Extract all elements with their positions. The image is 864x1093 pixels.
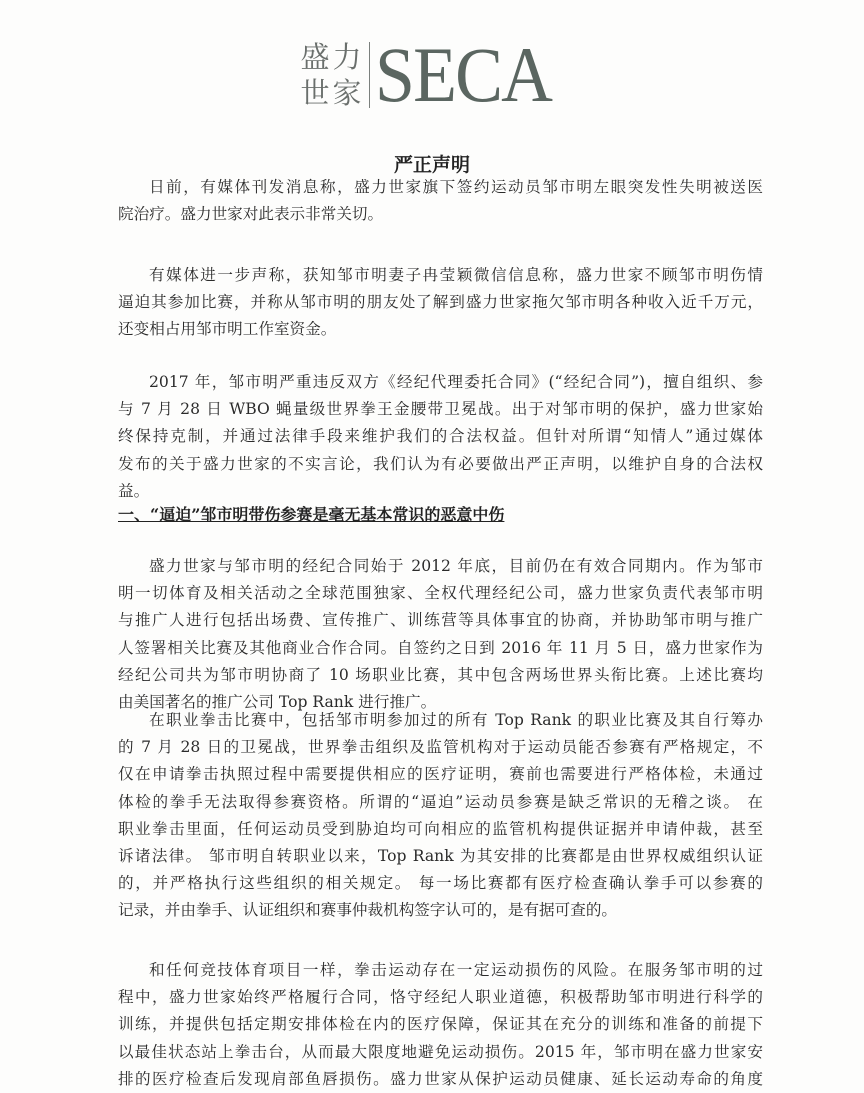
- text-line: 经纪公司共为邹市明协商了 10 场职业比赛，其中包含两场世界头衔比赛。上述比赛均: [118, 665, 763, 684]
- text-line: 与推广人进行包括出场费、宣传推广、训练营等具体事宜的协商，并协助邹市明与推广: [118, 611, 763, 630]
- paragraph-3: [118, 369, 763, 505]
- text-line: 日前，有媒体刊发消息称，盛力世家旗下签约运动员邹市明左眼突发性失明被送医: [149, 178, 763, 196]
- text-line: 院治疗。盛力世家对此表示非常关切。: [118, 205, 384, 224]
- document-title: 严正声明: [393, 154, 470, 176]
- logo-char: 盛: [300, 40, 330, 74]
- text-line: 的 7 月 28 日的卫冕战，世界拳击组织及监管机构对于运动员能否参赛有严格规定，不: [118, 738, 763, 757]
- text-line: 职业拳击里面，任何运动员受到胁迫均可向相应的监管机构提供证据并申请仲裁，甚至: [118, 819, 763, 838]
- text-line: 有媒体进一步声称，获知邹市明妻子冉莹颖微信信息称，盛力世家不顾邹市明伤情: [149, 266, 763, 284]
- text-line: 诉诸法律。 邹市明自转职业以来，Top Rank 为其安排的比赛都是由世界权威组织认证: [118, 847, 763, 866]
- text-line: 发布的关于盛力世家的不实言论，我们认为有必要做出严正声明，以维护自身的合法权: [118, 454, 763, 473]
- paragraph-1: [118, 174, 763, 228]
- text-line: 2017 年，邹市明严重违反双方《经纪代理委托合同》(“经纪合同”)，擅自组织、参: [149, 373, 763, 391]
- text-line: 程中，盛力世家始终严格履行合同，恪守经纪人职业道德，积极帮助邹市明进行科学的: [118, 988, 763, 1007]
- text-line: 盛力世家与邹市明的经纪合同始于 2012 年底，目前仍在有效合同期内。作为邹市: [149, 557, 763, 575]
- text-line: 逼迫其参加比赛，并称从邹市明的朋友处了解到盛力世家拖欠邹市明各种收入近千万元，: [118, 293, 763, 312]
- text-line: 记录，并由拳手、认证组织和赛事仲裁机构签字认可的，是有据可查的。: [118, 901, 618, 920]
- text-line: 与 7 月 28 日 WBO 蝇量级世界拳王金腰带卫冕战。出于对邹市明的保护，盛力世家始: [118, 400, 763, 419]
- text-line: 排的医疗检查后发现肩部鱼唇损伤。盛力世家从保护运动员健康、延长运动寿命的角度: [118, 1069, 763, 1088]
- text-line: 在职业拳击比赛中，包括邹市明参加过的所有 Top Rank 的职业比赛及其自行筹办: [149, 711, 763, 729]
- logo-wordmark: SECA: [375, 31, 552, 118]
- paragraph-6: [118, 957, 763, 1093]
- text-line: 以最佳状态站上拳击台，从而最大限度地避免运动损伤。2015 年，邹市明在盛力世家安: [118, 1042, 763, 1061]
- text-line: 和任何竞技体育项目一样，拳击运动存在一定运动损伤的风险。在服务邹市明的过: [149, 961, 763, 979]
- text-line: 终保持克制，并通过法律手段来维护我们的合法权益。但针对所谓“知情人”通过媒体: [118, 427, 763, 446]
- paragraph-5: [118, 707, 763, 925]
- text-line: 还变相占用邹市明工作室资金。: [118, 320, 337, 339]
- section-heading: 一、“逼迫”邹市明带伤参赛是毫无基本常识的恶意中伤: [118, 505, 505, 524]
- text-line: 人签署相关比赛及其他商业合作合同。自签约之日到 2016 年 11 月 5 日，盛力世家作为: [118, 638, 763, 657]
- seca-logo: [299, 31, 566, 118]
- text-line: 明一切体育及相关活动之全球范围独家、全权代理经纪公司，盛力世家负责代表邹市明: [118, 584, 763, 603]
- logo-char: 力: [332, 40, 362, 74]
- paragraph-4: [118, 553, 763, 716]
- logo-char: 家: [332, 76, 362, 110]
- text-line: 训练，并提供包括定期安排体检在内的医疗保障，保证其在充分的训练和准备的前提下: [118, 1015, 763, 1034]
- text-line: 的，并严格执行这些组织的相关规定。 每一场比赛都有医疗检查确认拳手可以参赛的: [118, 874, 763, 893]
- text-line: 益。: [118, 481, 150, 500]
- text-line: 由美国著名的推广公司 Top Rank 进行推广。: [118, 693, 437, 712]
- paragraph-2: [118, 262, 763, 344]
- logo-divider: [369, 42, 370, 108]
- text-line: 体检的拳手无法取得参赛资格。所谓的“逼迫”运动员参赛是缺乏常识的无稽之谈。 在: [118, 792, 763, 811]
- logo-chinese-text: [299, 39, 363, 111]
- text-line: 仅在申请拳击执照过程中需要提供相应的医疗证明，赛前也需要进行严格体检，未通过: [118, 765, 763, 784]
- logo-char: 世: [300, 76, 330, 110]
